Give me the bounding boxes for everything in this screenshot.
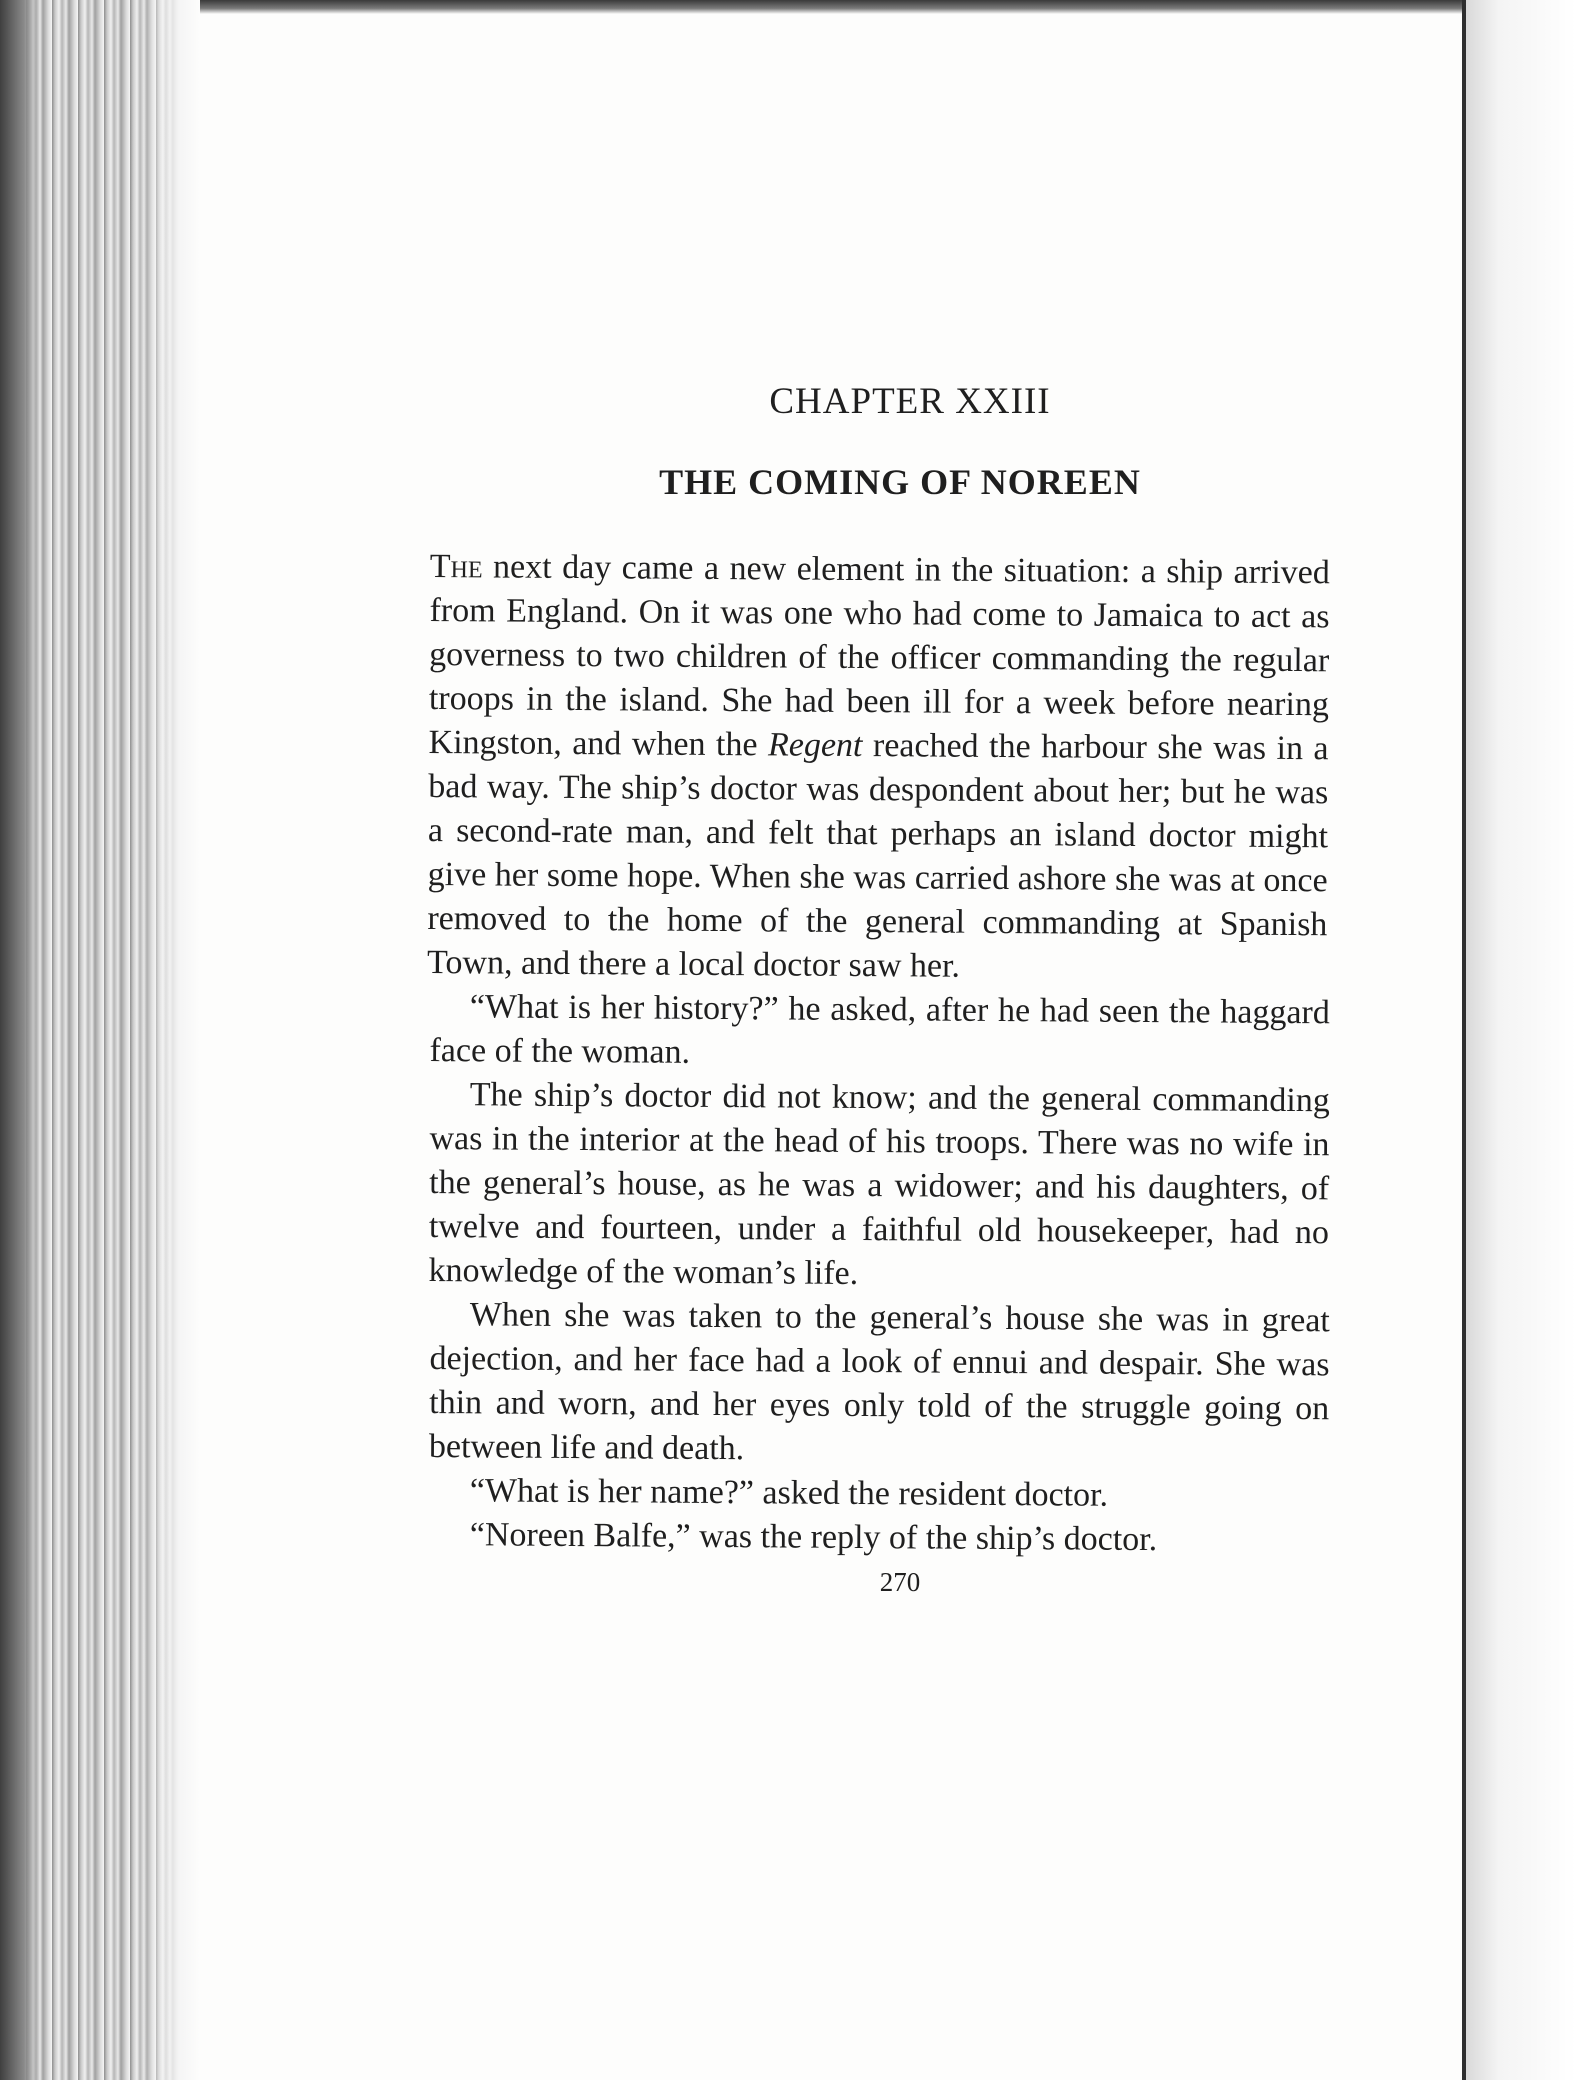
ship-name-italic: Regent [767, 726, 863, 765]
facing-page-edge [1466, 0, 1576, 2080]
page-number: 270 [879, 1567, 921, 1597]
paragraph-5: “What is her name?” asked the resident doctor. [469, 1472, 1109, 1514]
book-page [426, 380, 1330, 1598]
chapter-number: CHAPTER XXIII [769, 381, 1051, 422]
chapter-title: THE COMING OF NOREEN [659, 462, 1141, 502]
paragraph-1-text-a: next day came a new element in the situation: a ship arrived from England. On it was one who had come to Jamaica to act as governess to two children of the officer commanding the regular troops in the island. She had been ill for a week before nearing Kingston, and when the [428, 548, 1330, 764]
paragraph-1 [427, 545, 1330, 991]
page-edges [0, 0, 200, 2080]
paragraph-4: When she was taken to the general’s house she was in great dejection, and her face had a look of ennui and despair. She was thin and worn, and her eyes only told of the struggle going on between life and death. [428, 1296, 1330, 1468]
paragraph-3: The ship’s doctor did not know; and the general commanding was in the interior at the head of his troops. There was no wife in the general’s house, as he was a widower; and his daughters, of twelve and fourteen, under a faithful old housekeeper, had no knowledge of the woman’s life. [428, 1076, 1330, 1292]
top-shadow [0, 0, 1576, 14]
paragraph-lead-small-caps: The [429, 547, 483, 586]
paragraph-6: “Noreen Balfe,” was the reply of the ship’s doctor. [469, 1516, 1158, 1559]
paragraph-1-text-b: reached the harbour she was in a bad way. The ship’s doctor was despondent about her; but he was a second-rate man, and felt that perhaps an island doctor might give her some hope. When she was carried ashore she was at once removed to the home of the general commanding at Spanish Town, and there a local doctor saw her. [426, 727, 1329, 985]
paragraph-2: “What is her history?” he asked, after he had seen the haggard face of the woman. [429, 988, 1330, 1071]
